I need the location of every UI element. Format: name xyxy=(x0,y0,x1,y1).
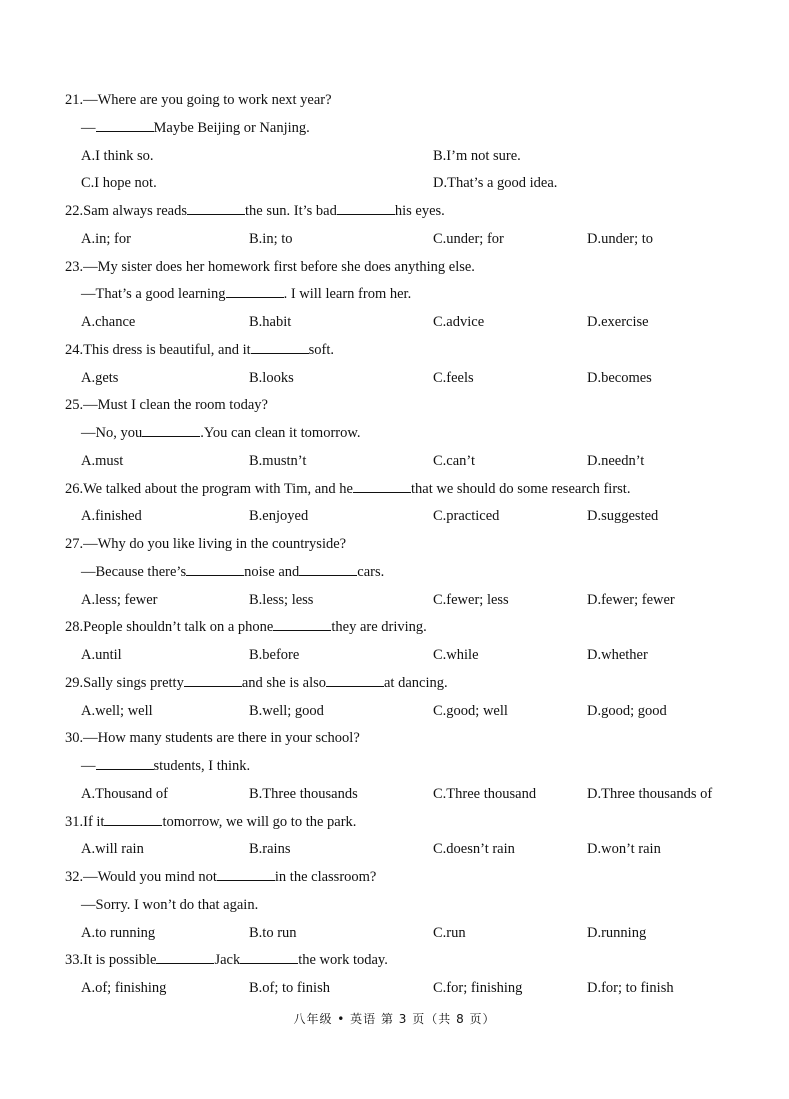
question-text-segment: soft. xyxy=(308,341,335,358)
answer-option: A.well; well xyxy=(81,702,153,719)
answer-option: C.fewer; less xyxy=(433,591,509,608)
answer-blank xyxy=(226,283,284,298)
answer-blank xyxy=(273,616,331,631)
answer-blank xyxy=(337,200,395,215)
question-text-segment: 31.If it xyxy=(65,813,105,830)
question-text-segment: at dancing. xyxy=(384,674,448,691)
options-row xyxy=(0,783,789,805)
question-text xyxy=(65,949,388,971)
answer-option: A.must xyxy=(81,452,124,469)
options-row xyxy=(0,228,789,250)
options-row xyxy=(0,367,789,389)
answer-blank xyxy=(96,755,154,770)
question-text xyxy=(81,561,384,583)
answer-option: C.practiced xyxy=(433,508,500,525)
answer-option: B.rains xyxy=(249,841,291,858)
answer-option: B.Three thousands xyxy=(249,785,358,802)
answer-option: B.well; good xyxy=(249,702,324,719)
answer-option: C.doesn’t rain xyxy=(433,841,515,858)
answer-option: D.becomes xyxy=(587,369,652,386)
question-text-segment: cars. xyxy=(357,563,385,580)
answer-option: D.whether xyxy=(587,647,648,663)
answer-option: A.will rain xyxy=(81,841,144,858)
answer-option: A.chance xyxy=(81,314,136,330)
answer-option: C.can’t xyxy=(433,452,476,469)
question-text-segment: 25.—Must I clean the room today? xyxy=(65,397,268,414)
options-row xyxy=(0,145,789,167)
options-row xyxy=(0,700,789,722)
question-text-segment: 22.Sam always reads xyxy=(65,203,188,219)
answer-blank xyxy=(240,949,298,964)
question-text xyxy=(81,894,258,916)
answer-blank xyxy=(184,672,242,687)
question-text xyxy=(81,117,310,139)
question-text-segment: students, I think. xyxy=(153,758,251,774)
answer-option: A.in; for xyxy=(81,230,131,247)
question-text-segment: .You can clean it tomorrow. xyxy=(200,425,361,441)
question-response-line xyxy=(0,894,789,916)
question-response-line xyxy=(0,422,789,444)
options-row xyxy=(0,172,789,194)
question-text xyxy=(65,256,475,278)
question-text-segment: —Because there’s xyxy=(81,563,187,580)
answer-option: D.running xyxy=(587,924,647,941)
answer-blank xyxy=(142,422,200,437)
answer-blank xyxy=(251,339,309,354)
answer-option: C.run xyxy=(433,924,466,941)
answer-blank xyxy=(186,561,244,576)
answer-option: B.looks xyxy=(249,369,294,386)
answer-option: C.while xyxy=(433,647,479,663)
question-stem xyxy=(0,200,789,222)
page-footer: 八年级 • 英语 第 3 页（共 8 页） xyxy=(293,1012,496,1026)
question-stem xyxy=(0,394,789,416)
question-text-segment: 23.—My sister does her homework first before she does anything else. xyxy=(65,258,475,275)
answer-option: C.feels xyxy=(433,369,474,386)
options-row xyxy=(0,589,789,611)
answer-option: D.needn’t xyxy=(587,452,645,469)
question-text-segment: that we should do some research first. xyxy=(410,480,631,497)
question-text-segment: the work today. xyxy=(298,952,388,969)
answer-option: B.to run xyxy=(249,924,297,941)
answer-blank xyxy=(96,117,154,132)
question-text-segment: the sun. It’s bad xyxy=(245,203,337,219)
answer-blank xyxy=(353,478,411,493)
options-row xyxy=(0,644,789,666)
answer-option: A.until xyxy=(81,647,122,663)
question-text xyxy=(65,89,332,111)
question-text-segment: they are driving. xyxy=(331,619,427,636)
question-text-segment: 27.—Why do you like living in the countryside? xyxy=(65,536,347,552)
question-text xyxy=(65,866,376,888)
question-stem xyxy=(0,811,789,833)
answer-blank xyxy=(326,672,384,687)
question-text xyxy=(65,616,427,638)
answer-option: B.of; to finish xyxy=(249,980,330,996)
answer-option: D.won’t rain xyxy=(587,841,661,858)
question-text-segment: —Sorry. I won’t do that again. xyxy=(81,896,259,913)
answer-option: C.advice xyxy=(433,314,485,330)
answer-option: A.I think so. xyxy=(81,147,154,164)
question-text-segment: noise and xyxy=(244,563,300,580)
answer-option: C.Three thousand xyxy=(433,785,537,802)
answer-option: B.in; to xyxy=(249,230,293,247)
question-response-line xyxy=(0,117,789,139)
answer-option: A.to running xyxy=(81,924,156,941)
question-text-segment: 32.—Would you mind not xyxy=(65,869,217,885)
question-response-line xyxy=(0,561,789,583)
answer-option: D.Three thousands of xyxy=(587,785,713,802)
question-text-segment: and she is also xyxy=(241,674,326,691)
question-text-segment: — xyxy=(81,119,96,136)
answer-option: C.for; finishing xyxy=(433,980,523,996)
question-text xyxy=(81,755,250,777)
question-text xyxy=(65,672,448,694)
answer-option: C.good; well xyxy=(433,702,508,719)
question-text-segment: —No, you xyxy=(81,425,143,441)
options-row xyxy=(0,311,789,333)
question-stem xyxy=(0,866,789,888)
answer-option: D.for; to finish xyxy=(587,980,674,996)
question-text xyxy=(65,727,360,749)
answer-option: B.mustn’t xyxy=(249,452,307,469)
answer-blank xyxy=(156,949,214,964)
options-row xyxy=(0,505,789,527)
answer-option: D.good; good xyxy=(587,702,667,719)
answer-option: D.under; to xyxy=(587,230,654,247)
question-text-segment: tomorrow, we will go to the park. xyxy=(162,813,357,830)
options-row xyxy=(0,922,789,944)
question-text xyxy=(65,339,334,361)
question-text-segment: — xyxy=(81,758,96,774)
options-row xyxy=(0,977,789,999)
answer-option: D.fewer; fewer xyxy=(587,591,675,608)
answer-option: B.enjoyed xyxy=(249,508,309,525)
question-text-segment: 24.This dress is beautiful, and it xyxy=(65,341,251,358)
answer-option: A.less; fewer xyxy=(81,591,158,608)
question-text-segment: Jack xyxy=(214,952,241,969)
question-text-segment: 29.Sally sings pretty xyxy=(65,674,184,691)
question-text xyxy=(65,811,356,833)
question-text-segment: 21.—Where are you going to work next year? xyxy=(65,92,332,108)
question-stem xyxy=(0,339,789,361)
answer-option: B.less; less xyxy=(249,591,314,608)
answer-option: B.I’m not sure. xyxy=(433,147,521,164)
question-stem xyxy=(0,949,789,971)
question-stem xyxy=(0,256,789,278)
question-text-segment: 30.—How many students are there in your school? xyxy=(65,730,360,747)
question-stem xyxy=(0,533,789,555)
question-text-segment: 26.We talked about the program with Tim, and he xyxy=(65,480,353,497)
question-text xyxy=(65,200,445,222)
answer-option: A.Thousand of xyxy=(81,785,168,802)
question-text xyxy=(81,283,411,305)
question-response-line xyxy=(0,755,789,777)
answer-blank xyxy=(104,811,162,826)
answer-blank xyxy=(299,561,357,576)
answer-option: D.That’s a good idea. xyxy=(433,175,558,192)
answer-option: D.exercise xyxy=(587,314,649,330)
question-stem xyxy=(0,727,789,749)
answer-option: B.before xyxy=(249,647,300,663)
answer-option: D.suggested xyxy=(587,508,659,525)
question-text-segment: . I will learn from her. xyxy=(283,286,412,303)
question-text-segment: 28.People shouldn’t talk on a phone xyxy=(65,619,274,636)
question-text xyxy=(65,394,268,416)
answer-option: A.finished xyxy=(81,508,142,525)
question-stem xyxy=(0,672,789,694)
answer-option: C.under; for xyxy=(433,230,504,247)
answer-option: A.gets xyxy=(81,369,119,386)
options-row xyxy=(0,838,789,860)
answer-option: A.of; finishing xyxy=(81,980,167,996)
answer-option: B.habit xyxy=(249,314,292,330)
question-text-segment: his eyes. xyxy=(394,203,445,219)
question-text xyxy=(65,533,346,555)
question-stem xyxy=(0,89,789,111)
question-stem xyxy=(0,478,789,500)
question-text-segment: Maybe Beijing or Nanjing. xyxy=(153,119,310,136)
question-text xyxy=(81,422,361,444)
question-text-segment: —That’s a good learning xyxy=(81,286,226,303)
question-text xyxy=(65,478,630,500)
question-stem xyxy=(0,616,789,638)
question-text-segment: 33.It is possible xyxy=(65,952,157,969)
answer-blank xyxy=(217,866,275,881)
question-text-segment: in the classroom? xyxy=(274,869,377,885)
options-row xyxy=(0,450,789,472)
answer-blank xyxy=(187,200,245,215)
answer-option: C.I hope not. xyxy=(81,175,157,192)
question-response-line xyxy=(0,283,789,305)
